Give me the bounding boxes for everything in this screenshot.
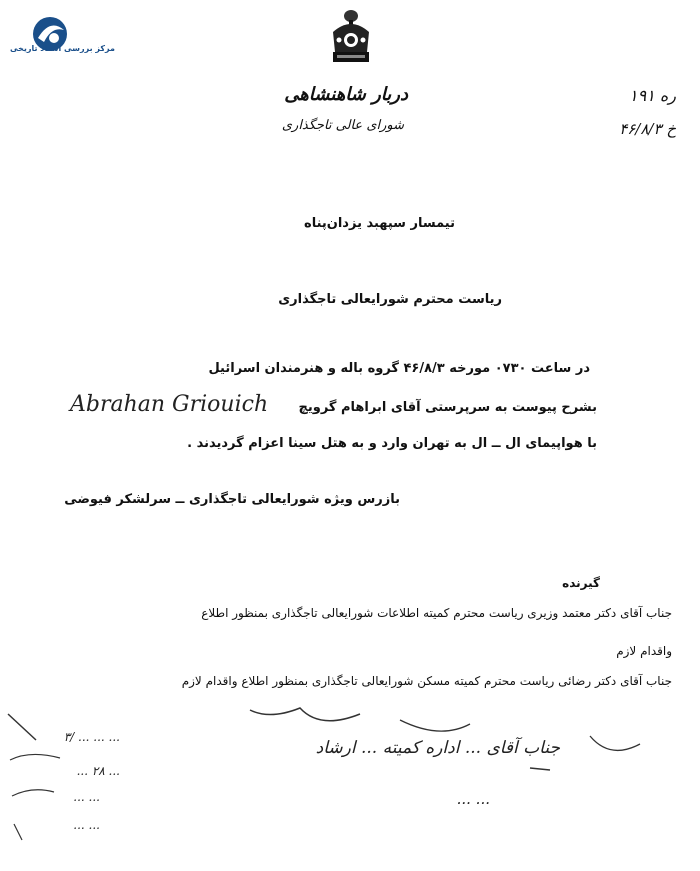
- handwritten-note-center-1: جناب آقای ... اداره کمیته ... ارشاد: [315, 738, 560, 758]
- reference-date: [619, 120, 676, 138]
- reference-number-value: ۱۹۱: [629, 86, 655, 105]
- letterhead-subtitle: شورای عالی تاجگذاری: [281, 118, 404, 133]
- addressee: تیمسار سپهبد یزدان‌پناه: [304, 216, 455, 231]
- body-line-2: بشرح پیوست به سرپرستی آقای ابراهام گرویچ: [298, 400, 597, 415]
- recipient-1-line-1: جناب آقای دکتر معتمد وزیری ریاست محترم کمیته اطلاعات شورایعالی تاجگذاری بمنظور اطلاع: [201, 606, 672, 620]
- handwritten-name: Abrahan Griouich: [70, 392, 269, 417]
- recipient-1-line-2: واقدام لازم: [616, 644, 672, 658]
- recipient-2: جناب آقای دکتر رضائی ریاست محترم کمیته مسکن شورایعالی تاجگذاری بمنظور اطلاع واقدام لازم: [181, 674, 672, 688]
- crown-emblem-icon: [327, 6, 375, 68]
- handwritten-note-left-4: ... ...: [73, 818, 100, 832]
- letter-title: ریاست محترم شورایعالی تاجگذاری: [278, 292, 502, 307]
- handwritten-note-left-1: ۳/ ... ... ...: [63, 730, 120, 744]
- handwriting-scribbles: [0, 700, 700, 871]
- handwritten-note-center-2: ... ...: [456, 790, 490, 808]
- body-line-1: در ساعت ۰۷۳۰ مورخه ۴۶/۸/۳ گروه باله و هنرمندان اسرائیل: [208, 361, 590, 376]
- reference-date-prefix: خ: [666, 120, 676, 138]
- reference-date-value: ۴۶/۸/۳: [619, 120, 662, 138]
- recipients-heading: گیرنده: [562, 576, 600, 590]
- signature-line: بازرس ویژه شورایعالی تاجگذاری ــ سرلشکر فیوضی: [64, 492, 400, 507]
- reference-number: [629, 86, 676, 105]
- reference-number-prefix: ره: [659, 86, 676, 105]
- handwritten-note-left-2: ... ۲۸ ...: [76, 764, 120, 778]
- handwritten-note-left-3: ... ...: [73, 790, 100, 804]
- watermark-text: مرکز بررسی اسناد تاریخی: [10, 44, 115, 53]
- body-line-3: با هواپیمای ال ــ ال به تهران وارد و به هتل سینا اعزام گردیدند .: [187, 436, 597, 451]
- letterhead-title: دربار شاهنشاهی: [284, 84, 408, 105]
